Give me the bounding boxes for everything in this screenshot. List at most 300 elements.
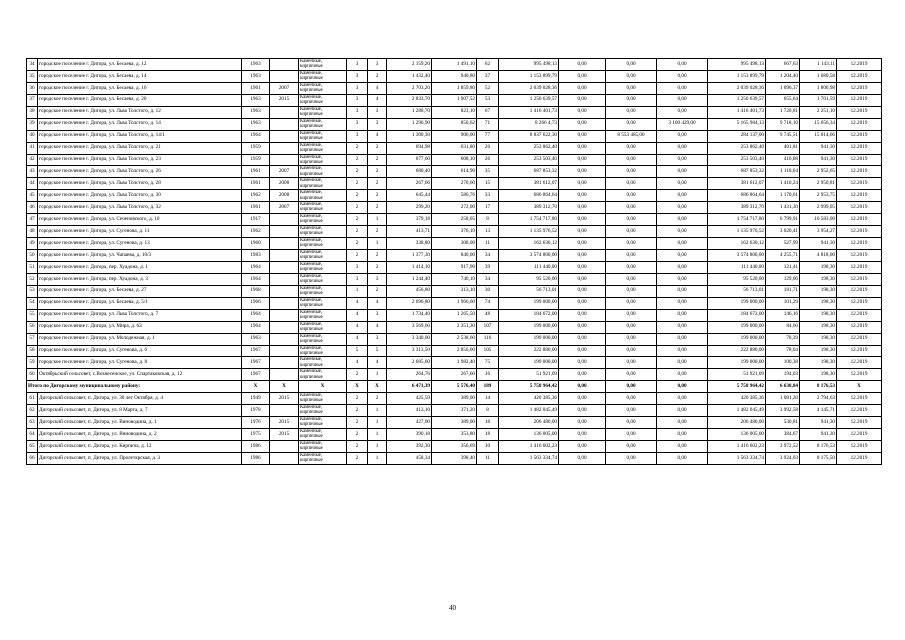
- total-cell: X: [270, 381, 299, 393]
- table-cell: 2 696,80: [387, 297, 432, 309]
- table-cell: 1 982,40: [432, 357, 477, 369]
- table-cell: 299,20: [387, 202, 432, 214]
- table-cell: 0,00: [606, 106, 657, 118]
- table-cell: 62: [27, 405, 38, 417]
- table-cell: 2007: [270, 202, 299, 214]
- table-cell: 0,00: [657, 345, 708, 357]
- table-cell: 100,38: [766, 357, 800, 369]
- table-cell: 1964: [242, 273, 270, 285]
- table-cell: 0,00: [606, 118, 657, 130]
- table-cell: 941,30: [800, 142, 837, 154]
- table-cell: 0,00: [606, 82, 657, 94]
- table-cell: 1961: [242, 82, 270, 94]
- table-cell: 2: [347, 250, 368, 262]
- table-cell: Каменные, кирпичные: [299, 309, 347, 321]
- table-cell: 686 864,64: [499, 190, 559, 202]
- table-cell: городское поселение г. Дигора, пер. Хуадона, д. 3: [38, 273, 242, 285]
- table-cell: 63: [27, 417, 38, 429]
- table-cell: 107: [477, 321, 499, 333]
- table-cell: 413,10: [387, 405, 432, 417]
- table-cell: 0,00: [606, 297, 657, 309]
- table-cell: 2 251,10: [800, 106, 837, 118]
- table-cell: городское поселение г. Дигора, ул. Бесаева, д. 27: [38, 285, 242, 297]
- table-cell: 2: [368, 285, 387, 297]
- table-cell: 0,00: [657, 309, 708, 321]
- table-cell: 1 482 045,49: [499, 405, 559, 417]
- table-cell: 0,00: [657, 285, 708, 297]
- table-cell: 2: [368, 261, 387, 273]
- table-cell: 3: [347, 82, 368, 94]
- table-cell: 0,00: [657, 452, 708, 464]
- table-cell: 1 410,24: [766, 178, 800, 190]
- table-cell: 1 081,20: [766, 393, 800, 405]
- table-row: [27, 285, 882, 297]
- table-cell: 4: [347, 321, 368, 333]
- table-cell: 420 385,36: [708, 393, 766, 405]
- table-cell: Каменные, кирпичные: [299, 190, 347, 202]
- table-cell: 1 734,40: [387, 309, 432, 321]
- table-cell: 1 290,90: [387, 118, 432, 130]
- table-cell: [270, 297, 299, 309]
- table-cell: 78,04: [766, 345, 800, 357]
- table-cell: 0,00: [559, 238, 606, 250]
- table-row: [27, 59, 882, 71]
- table-cell: Каменные, кирпичные: [299, 285, 347, 297]
- table-cell: 39: [477, 261, 499, 273]
- table-cell: 0,00: [559, 333, 606, 345]
- table-cell: 1961: [242, 202, 270, 214]
- table-cell: 184 672,00: [708, 309, 766, 321]
- table-row: [27, 226, 882, 238]
- table-cell: 608,10: [432, 154, 477, 166]
- table-cell: 0,00: [559, 130, 606, 142]
- table-cell: 2: [347, 154, 368, 166]
- table-cell: 0,00: [657, 202, 708, 214]
- table-cell: 1 482 045,49: [708, 405, 766, 417]
- table-cell: 3: [347, 94, 368, 106]
- table-cell: 12.2019: [837, 357, 882, 369]
- table-cell: 41: [27, 142, 38, 154]
- table-cell: 1917: [242, 214, 270, 226]
- table-cell: [270, 405, 299, 417]
- table-cell: 941,30: [800, 154, 837, 166]
- table-cell: Каменные, кирпичные: [299, 405, 347, 417]
- table-cell: 12.2019: [837, 59, 882, 71]
- table-cell: 0,00: [606, 393, 657, 405]
- table-cell: 1 288,70: [387, 106, 432, 118]
- table-cell: 530,81: [766, 417, 800, 429]
- table-cell: Каменные, кирпичные: [299, 238, 347, 250]
- total-row: [27, 381, 882, 393]
- table-cell: 2 351,30: [432, 321, 477, 333]
- table-cell: 206 480,00: [499, 417, 559, 429]
- table-cell: городское поселение г. Дигора, ул. Льва Толстого, д. 30: [38, 190, 242, 202]
- table-cell: 4: [368, 321, 387, 333]
- table-cell: 198,30: [800, 357, 837, 369]
- table-cell: 1: [347, 285, 368, 297]
- table-cell: 95 520,00: [499, 273, 559, 285]
- table-cell: 3 972,52: [766, 441, 800, 453]
- table-cell: 389,00: [432, 393, 477, 405]
- table-cell: [270, 261, 299, 273]
- table-cell: 0,00: [657, 405, 708, 417]
- table-row: [27, 118, 882, 130]
- table-cell: 11: [477, 238, 499, 250]
- table-cell: 0,00: [657, 166, 708, 178]
- table-cell: 4: [368, 357, 387, 369]
- table-cell: 52: [477, 82, 499, 94]
- table-cell: 65: [27, 441, 38, 453]
- table-cell: [270, 321, 299, 333]
- table-cell: Дигорский сельсовет, п. Дигора, ул. Виноводина, д. 2: [38, 429, 242, 441]
- table-cell: 2: [368, 142, 387, 154]
- total-cell: X: [299, 381, 347, 393]
- table-cell: 101,29: [766, 297, 800, 309]
- table-cell: 1967: [242, 369, 270, 381]
- table-cell: 4: [368, 130, 387, 142]
- table-cell: 381 612,07: [499, 178, 559, 190]
- table-cell: 3 340,00: [387, 333, 432, 345]
- table-cell: 60: [27, 369, 38, 381]
- table-cell: 1 966,60: [432, 297, 477, 309]
- table-cell: 1 153 899,79: [499, 70, 559, 82]
- table-cell: 12.2019: [837, 345, 882, 357]
- table-cell: 1959: [242, 142, 270, 154]
- table-cell: 78,39: [766, 333, 800, 345]
- table-cell: 12.2019: [837, 202, 882, 214]
- table-cell: 645,44: [387, 190, 432, 202]
- table-cell: 40: [27, 130, 38, 142]
- table-cell: 2: [347, 417, 368, 429]
- table-cell: 2: [368, 250, 387, 262]
- table-cell: 420 385,36: [499, 393, 559, 405]
- total-cell: 8 176,53: [800, 381, 837, 393]
- table-cell: 4: [368, 82, 387, 94]
- table-cell: 53: [27, 285, 38, 297]
- table-cell: 0,00: [559, 417, 606, 429]
- table-cell: 11: [477, 452, 499, 464]
- table-cell: 0,00: [657, 357, 708, 369]
- table-cell: 62: [477, 59, 499, 71]
- table-cell: 3: [347, 106, 368, 118]
- table-cell: 0,00: [606, 441, 657, 453]
- table-cell: 995 498,13: [708, 59, 766, 71]
- table-cell: городское поселение г. Дигора, ул. Сугенова, д. 11: [38, 226, 242, 238]
- table-cell: 614,90: [432, 166, 477, 178]
- table-cell: 12.2019: [837, 429, 882, 441]
- table-cell: [270, 106, 299, 118]
- table-cell: 198,30: [800, 285, 837, 297]
- table-cell: 2: [347, 202, 368, 214]
- table-cell: 1 416 602,23: [499, 441, 559, 453]
- table-cell: 0,00: [606, 238, 657, 250]
- table-cell: 198,30: [800, 309, 837, 321]
- table-cell: 56 713,01: [499, 285, 559, 297]
- table-cell: 2 950,81: [800, 178, 837, 190]
- table-cell: Каменные, кирпичные: [299, 70, 347, 82]
- table-cell: 0,00: [657, 142, 708, 154]
- table-cell: 4: [368, 94, 387, 106]
- table-cell: 48: [477, 309, 499, 321]
- table-cell: Каменные, кирпичные: [299, 345, 347, 357]
- table-cell: 0,00: [657, 82, 708, 94]
- table-cell: 53: [477, 94, 499, 106]
- table-cell: 1: [368, 417, 387, 429]
- table-cell: 1962: [242, 190, 270, 202]
- table-cell: 2 159,20: [387, 59, 432, 71]
- table-cell: 0,00: [657, 94, 708, 106]
- table-cell: 0,00: [606, 190, 657, 202]
- table-cell: 631,80: [432, 142, 477, 154]
- table-cell: 184 672,00: [499, 309, 559, 321]
- table-cell: 313,10: [432, 285, 477, 297]
- table-cell: 199 000,00: [708, 321, 766, 333]
- table-cell: 1 300,30: [387, 130, 432, 142]
- table-cell: 940,80: [432, 70, 477, 82]
- table-cell: Каменные, кирпичные: [299, 297, 347, 309]
- table-cell: Каменные, кирпичные: [299, 369, 347, 381]
- table-cell: городское поселение г. Дигора, ул. Льва Толстого, д. 32: [38, 202, 242, 214]
- table-cell: 1 491,10: [432, 59, 477, 71]
- table-cell: 33: [477, 190, 499, 202]
- table-cell: 2 833,70: [387, 94, 432, 106]
- table-row: [27, 190, 882, 202]
- table-cell: 116: [477, 333, 499, 345]
- table-cell: 111 440,00: [499, 261, 559, 273]
- table-cell: 4 145,71: [800, 405, 837, 417]
- table-cell: Дигорский сельсовет, п. Дигора, ул. Пролетарская, д. 3: [38, 452, 242, 464]
- table-cell: Каменные, кирпичные: [299, 441, 347, 453]
- table-cell: 284 137,00: [708, 130, 766, 142]
- table-cell: 389 312,70: [708, 202, 766, 214]
- total-cell: 6 471,39: [387, 381, 432, 393]
- table-cell: 3 313,50: [387, 345, 432, 357]
- table-cell: 48: [27, 226, 38, 238]
- table-cell: городское поселение г. Дигора, пер. Хуадона, д. 1: [38, 261, 242, 273]
- table-cell: 2: [347, 226, 368, 238]
- table-cell: 0,00: [657, 190, 708, 202]
- table-cell: 43: [27, 166, 38, 178]
- table-cell: 0,00: [657, 70, 708, 82]
- table-cell: 2: [368, 202, 387, 214]
- table-cell: 198,30: [800, 333, 837, 345]
- table-cell: 384,67: [766, 429, 800, 441]
- table-row: [27, 273, 882, 285]
- table-cell: [270, 273, 299, 285]
- table-cell: 56 713,01: [708, 285, 766, 297]
- table-cell: 38: [27, 106, 38, 118]
- table-cell: 0,00: [606, 452, 657, 464]
- table-cell: 8 553 485,00: [606, 130, 657, 142]
- table-cell: 59: [27, 357, 38, 369]
- table-row: [27, 130, 882, 142]
- table-cell: 1 135 976,52: [708, 226, 766, 238]
- table-cell: 2: [368, 70, 387, 82]
- table-cell: 389,00: [432, 417, 477, 429]
- table-cell: 15 814,66: [800, 130, 837, 142]
- table-cell: 1: [368, 214, 387, 226]
- table-cell: 0,00: [559, 345, 606, 357]
- table-cell: 36: [27, 82, 38, 94]
- table-row: [27, 417, 882, 429]
- table-cell: 75: [477, 357, 499, 369]
- table-cell: 37: [477, 70, 499, 82]
- table-cell: 1961: [242, 178, 270, 190]
- table-cell: 0,00: [657, 59, 708, 71]
- table-cell: 1986: [242, 441, 270, 453]
- total-cell: X: [368, 381, 387, 393]
- table-cell: 199 000,00: [708, 357, 766, 369]
- table-cell: Каменные, кирпичные: [299, 417, 347, 429]
- table-cell: 1963: [242, 94, 270, 106]
- table-cell: 941,30: [800, 238, 837, 250]
- table-cell: 18: [477, 429, 499, 441]
- table-cell: 12.2019: [837, 309, 882, 321]
- table-cell: 3: [347, 59, 368, 71]
- table-cell: городское поселение г. Дигора, ул. Мира, д. 63: [38, 321, 242, 333]
- table-cell: 941,30: [800, 417, 837, 429]
- table-body: [27, 59, 882, 465]
- table-cell: 12.2019: [837, 321, 882, 333]
- table-cell: 0,00: [559, 429, 606, 441]
- table-cell: городское поселение г. Дигора, ул. Льва Толстого, д. 28: [38, 178, 242, 190]
- table-cell: 677,60: [387, 154, 432, 166]
- table-cell: 906,00: [432, 130, 477, 142]
- total-cell: 189: [477, 381, 499, 393]
- table-cell: 1963: [242, 106, 270, 118]
- table-cell: 95 520,00: [708, 273, 766, 285]
- table-cell: 5: [347, 345, 368, 357]
- table-cell: 1 118,64: [766, 166, 800, 178]
- table-cell: 0,00: [606, 226, 657, 238]
- table-cell: Каменные, кирпичные: [299, 357, 347, 369]
- table-cell: 35: [27, 70, 38, 82]
- table-cell: 2015: [270, 429, 299, 441]
- table-cell: 1 377,30: [387, 250, 432, 262]
- table-cell: 381 612,07: [708, 178, 766, 190]
- table-cell: Каменные, кирпичные: [299, 214, 347, 226]
- table-cell: 0,00: [559, 178, 606, 190]
- table-row: [27, 70, 882, 82]
- table-cell: 2: [347, 452, 368, 464]
- table-cell: 258,05: [432, 214, 477, 226]
- table-cell: 1967: [242, 357, 270, 369]
- table-cell: 105: [477, 345, 499, 357]
- table-cell: 3 574 800,00: [708, 250, 766, 262]
- table-cell: 4 255,71: [766, 250, 800, 262]
- table-cell: 12.2019: [837, 70, 882, 82]
- table-row: [27, 393, 882, 405]
- total-label: Итого по Дигорскому муниципальному району:: [27, 381, 242, 393]
- table-cell: 199 000,00: [708, 297, 766, 309]
- table-cell: 0,00: [559, 273, 606, 285]
- table-cell: 162 630,12: [499, 238, 559, 250]
- table-cell: 1959: [242, 154, 270, 166]
- table-cell: 8 175,50: [800, 452, 837, 464]
- table-cell: городское поселение г. Дигора, ул. Бесаева, д. 5/1: [38, 297, 242, 309]
- table-cell: 0,00: [559, 94, 606, 106]
- table-row: [27, 405, 882, 417]
- table-cell: 12.2019: [837, 273, 882, 285]
- table-cell: Каменные, кирпичные: [299, 82, 347, 94]
- table-cell: 2 685,60: [387, 357, 432, 369]
- table-cell: 2007: [270, 82, 299, 94]
- table-cell: 129,06: [766, 273, 800, 285]
- table-cell: 427,00: [387, 417, 432, 429]
- table-cell: 2: [347, 441, 368, 453]
- table-cell: Каменные, кирпичные: [299, 142, 347, 154]
- table-cell: 253 862,40: [708, 142, 766, 154]
- table-cell: 1 563 334,74: [499, 452, 559, 464]
- table-cell: [270, 214, 299, 226]
- table-cell: 1964: [242, 130, 270, 142]
- table-cell: Дигорский сельсовет, п. Дигора, ул. 30 лет Октября, д. 4: [38, 393, 242, 405]
- table-cell: 0,00: [657, 250, 708, 262]
- table-row: [27, 297, 882, 309]
- table-cell: 0,00: [606, 285, 657, 297]
- table-cell: 0,00: [606, 166, 657, 178]
- table-cell: 2 039 028,36: [499, 82, 559, 94]
- table-cell: 0,00: [606, 142, 657, 154]
- table-cell: Каменные, кирпичные: [299, 261, 347, 273]
- table-cell: 356,69: [432, 441, 477, 453]
- table-cell: 2015: [270, 393, 299, 405]
- table-cell: Каменные, кирпичные: [299, 273, 347, 285]
- table-cell: 2 538,60: [432, 333, 477, 345]
- table-cell: 12.2019: [837, 214, 882, 226]
- table-cell: 198,30: [800, 321, 837, 333]
- table-cell: 456,80: [387, 285, 432, 297]
- table-cell: Каменные, кирпичные: [299, 250, 347, 262]
- table-cell: 51 921,09: [499, 369, 559, 381]
- table-cell: 0,00: [657, 154, 708, 166]
- table-cell: Каменные, кирпичные: [299, 178, 347, 190]
- table-cell: 8 837 622,30: [499, 130, 559, 142]
- table-cell: 181,71: [766, 285, 800, 297]
- table-cell: 0,00: [559, 297, 606, 309]
- table-cell: 0,00: [657, 261, 708, 273]
- table-cell: 0,00: [559, 452, 606, 464]
- table-cell: 0,00: [559, 369, 606, 381]
- table-cell: 2: [368, 166, 387, 178]
- table-cell: 5 165 984,13: [708, 118, 766, 130]
- table-cell: 0,00: [559, 70, 606, 82]
- table-cell: 2: [347, 166, 368, 178]
- table-cell: 0,00: [606, 357, 657, 369]
- table-cell: 34: [477, 250, 499, 262]
- table-cell: 4: [347, 309, 368, 321]
- table-cell: 0,00: [657, 369, 708, 381]
- table-cell: 15 656,34: [800, 118, 837, 130]
- table-cell: 1963: [242, 59, 270, 71]
- table-cell: 0,00: [559, 154, 606, 166]
- table-cell: 3: [368, 59, 387, 71]
- table-cell: 35: [477, 166, 499, 178]
- table-cell: 8: [477, 214, 499, 226]
- table-row: [27, 321, 882, 333]
- total-cell: 5 576,40: [432, 381, 477, 393]
- table-cell: городское поселение г. Дигора, ул. Бесаева, д. 14: [38, 70, 242, 82]
- table-cell: 1 907,52: [432, 94, 477, 106]
- table-cell: 4: [347, 357, 368, 369]
- table-cell: 2: [347, 238, 368, 250]
- table-cell: 3 954,27: [800, 226, 837, 238]
- table-cell: [270, 369, 299, 381]
- table-cell: 0,00: [606, 273, 657, 285]
- table-cell: 0,00: [606, 429, 657, 441]
- table-cell: 30: [477, 285, 499, 297]
- table-cell: 12.2019: [837, 190, 882, 202]
